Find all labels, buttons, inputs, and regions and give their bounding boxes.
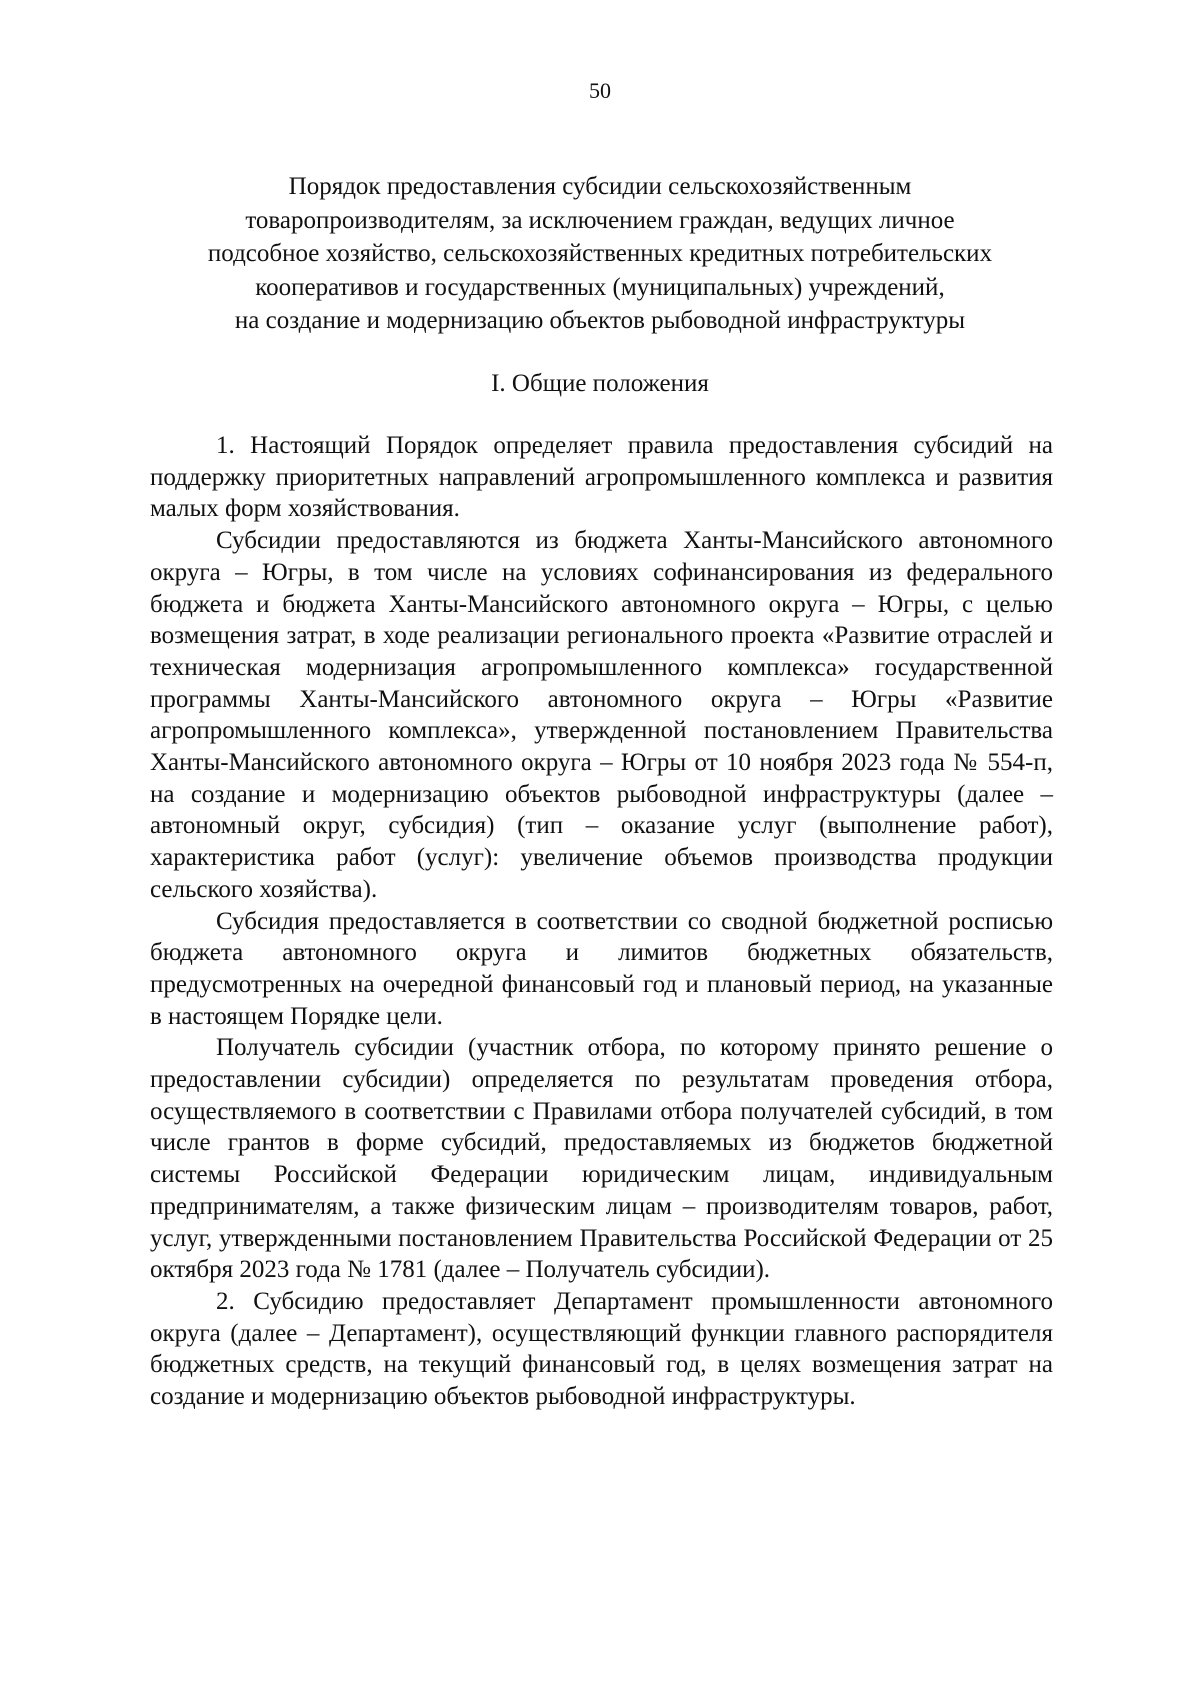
document-body (150, 430, 1053, 1413)
paragraph: Получатель субсидии (участник отбора, по которому принято решение о предоставлении субсидии) определяется по результатам проведения отбора, осуществляемого в соответствии с Правилами отбора получателей субсидий, в том числе грантов в форме субсидий, предоставляемых из бюджетов бюджетной системы Российской Федерации юридическим лицам, индивидуальным предпринимателям, а также физическим лицам – производителям товаров, работ, услуг, утвержденными постановлением Правительства Российской Федерации от 25 октября 2023 года № 1781 (далее – Получатель субсидии). (150, 1034, 1053, 1284)
title-line: на создание и модернизацию объектов рыбоводной инфраструктуры (234, 307, 966, 335)
section-heading: I. Общие положения (491, 370, 709, 397)
document-title (150, 170, 1050, 338)
title-line: подсобное хозяйство, сельскохозяйственных кредитных потребительских (207, 240, 993, 268)
paragraph: 2. Субсидию предоставляет Департамент промышленности автономного округа (далее – Департамент), осуществляющий функции главного распорядителя бюджетных средств, на текущий финансовый год, в целях возмещения затрат на создание и модернизацию объектов рыбоводной инфраструктуры. (150, 1287, 1053, 1411)
title-line: Порядок предоставления субсидии сельскохозяйственным (288, 173, 912, 200)
page-number: 50 (589, 78, 611, 103)
paragraph: 1. Настоящий Порядок определяет правила предоставления субсидий на поддержку приоритетных направлений агропромышленного комплекса и развития малых форм хозяйствования. (150, 432, 1053, 523)
paragraph: Субсидии предоставляются из бюджета Ханты-Мансийского автономного округа – Югры, в том числе на условиях софинансирования из федерального бюджета и бюджета Ханты-Мансийского автономного округа – Югры, с целью возмещения затрат, в ходе реализации регионального проекта «Развитие отраслей и техническая модернизация агропромышленного комплекса» государственной программы Ханты-Мансийского автономного округа – Югры «Развитие агропромышленного комплекса», утвержденной постановлением Правительства Ханты-Мансийского автономного округа – Югры от 10 ноября 2023 года № 554-п, на создание и модернизацию объектов рыбоводной инфраструктуры (далее – автономный округ, субсидия) (тип – оказание услуг (выполнение работ), характеристика работ (услуг): увеличение объемов производства продукции сельского хозяйства). (150, 527, 1053, 903)
title-line: товаропроизводителям, за исключением граждан, ведущих личное (245, 206, 955, 234)
title-line: кооперативов и государственных (муниципальных) учреждений, (255, 273, 945, 301)
paragraph: Субсидия предоставляется в соответствии со сводной бюджетной росписью бюджета автономного округа и лимитов бюджетных обязательств, предусмотренных на очередной финансовый год и плановый период, на указанные в настоящем Порядке цели. (150, 907, 1053, 1030)
